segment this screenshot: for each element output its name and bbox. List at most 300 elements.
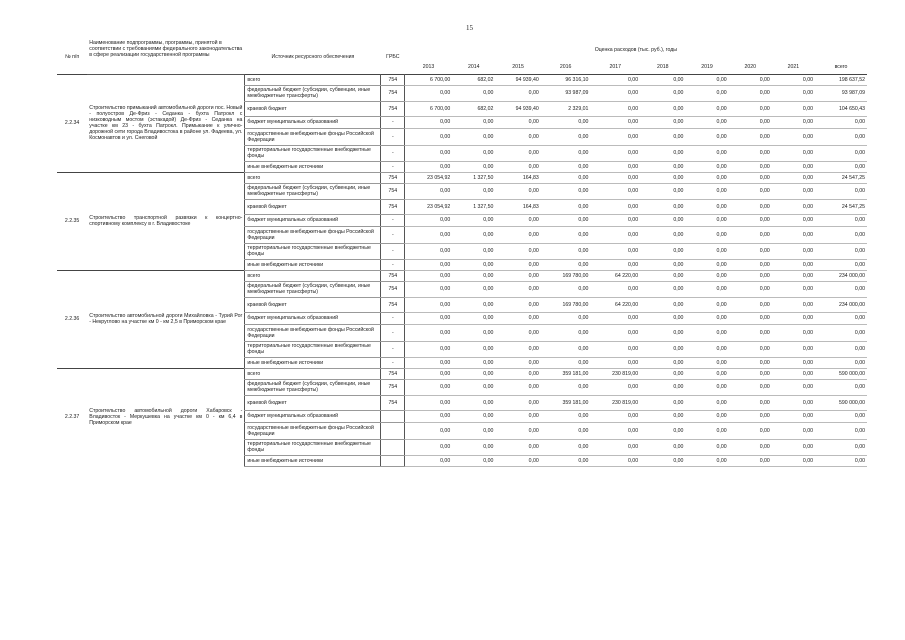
amount-cell: 0,00: [590, 312, 640, 324]
col-estimate-header: Оценка расходов (тыс. руб.), годы: [594, 47, 677, 53]
funding-source: всего: [245, 270, 381, 281]
amount-cell: 0,00: [495, 116, 540, 128]
amount-cell: 0,00: [405, 439, 453, 455]
amount-cell: 0,00: [772, 379, 815, 395]
year-header: 2016: [559, 63, 572, 70]
page-number: 15: [466, 24, 473, 32]
amount-cell: 0,00: [640, 161, 685, 172]
amount-cell: 0,00: [640, 85, 685, 101]
amount-cell: 0,00: [815, 259, 867, 270]
budget-table: [57, 40, 867, 467]
amount-cell: 164,83: [495, 172, 540, 183]
amount-cell: 0,00: [729, 410, 772, 422]
amount-cell: 0,00: [815, 183, 867, 199]
amount-cell: 590 000,00: [815, 395, 867, 410]
amount-cell: 0,00: [772, 297, 815, 312]
funding-source: всего: [245, 74, 381, 85]
grbs-code: -: [381, 161, 405, 172]
amount-cell: 0,00: [815, 422, 867, 439]
grbs-code: 754: [381, 368, 405, 379]
amount-cell: 0,00: [685, 368, 728, 379]
amount-cell: 0,00: [772, 357, 815, 368]
amount-cell: 0,00: [495, 243, 540, 259]
amount-cell: 0,00: [405, 357, 453, 368]
amount-cell: 0,00: [815, 226, 867, 243]
grbs-code: -: [381, 312, 405, 324]
amount-cell: 0,00: [495, 410, 540, 422]
amount-cell: 0,00: [685, 270, 728, 281]
amount-cell: 0,00: [590, 128, 640, 145]
amount-cell: 0,00: [452, 161, 495, 172]
funding-source: всего: [245, 172, 381, 183]
amount-cell: 0,00: [815, 324, 867, 341]
amount-cell: 0,00: [495, 85, 540, 101]
amount-cell: 0,00: [452, 183, 495, 199]
amount-cell: 0,00: [685, 455, 728, 466]
amount-cell: 0,00: [815, 357, 867, 368]
amount-cell: 0,00: [640, 214, 685, 226]
amount-cell: 0,00: [541, 226, 591, 243]
amount-cell: 0,00: [541, 357, 591, 368]
col-grbs-header: ГРБС: [386, 53, 400, 60]
amount-cell: 0,00: [452, 297, 495, 312]
amount-cell: 0,00: [452, 85, 495, 101]
amount-cell: 0,00: [640, 145, 685, 161]
funding-source: краевой бюджет: [245, 101, 381, 116]
amount-cell: 0,00: [541, 455, 591, 466]
amount-cell: 0,00: [452, 324, 495, 341]
amount-cell: 0,00: [495, 455, 540, 466]
amount-cell: 0,00: [541, 312, 591, 324]
amount-cell: 0,00: [405, 395, 453, 410]
amount-cell: 0,00: [815, 312, 867, 324]
amount-cell: 0,00: [541, 183, 591, 199]
amount-cell: 0,00: [405, 145, 453, 161]
year-header: 2019: [701, 63, 713, 70]
amount-cell: 0,00: [640, 281, 685, 297]
amount-cell: 0,00: [590, 324, 640, 341]
amount-cell: 0,00: [729, 270, 772, 281]
amount-cell: 0,00: [729, 172, 772, 183]
amount-cell: 0,00: [772, 214, 815, 226]
amount-cell: 0,00: [729, 395, 772, 410]
amount-cell: 0,00: [772, 183, 815, 199]
amount-cell: 0,00: [590, 116, 640, 128]
amount-cell: 0,00: [640, 379, 685, 395]
amount-cell: 0,00: [405, 116, 453, 128]
amount-cell: 0,00: [640, 128, 685, 145]
year-header: 2021: [787, 63, 800, 70]
item-name: Строительство примыканий автомобильной дороги пос. Новый - полуостров Де-Фриз - Седанка - бухта Патрокл с низководным мостом (эстакадой) Де-Фриз - Седанка на участке км 23 - бухта Патрокл. Примыкание к улично-дорожной сети города Владивостока в районе ул. Фадеева, ул. Космонавтов и ул. Снеговой: [87, 74, 245, 172]
amount-cell: 0,00: [772, 74, 815, 85]
grbs-code: -: [381, 116, 405, 128]
funding-source: иные внебюджетные источники: [245, 161, 381, 172]
amount-cell: 0,00: [405, 214, 453, 226]
amount-cell: 0,00: [685, 357, 728, 368]
amount-cell: 0,00: [729, 85, 772, 101]
amount-cell: 0,00: [815, 214, 867, 226]
amount-cell: 0,00: [815, 243, 867, 259]
amount-cell: 0,00: [729, 324, 772, 341]
grbs-code: 754: [381, 297, 405, 312]
amount-cell: 0,00: [685, 281, 728, 297]
grbs-code: -: [381, 128, 405, 145]
year-header: 2017: [609, 63, 622, 70]
amount-cell: 0,00: [729, 312, 772, 324]
amount-cell: 0,00: [729, 439, 772, 455]
amount-cell: 0,00: [405, 379, 453, 395]
amount-cell: 0,00: [729, 422, 772, 439]
amount-cell: 6 700,00: [405, 101, 453, 116]
amount-cell: 0,00: [772, 145, 815, 161]
amount-cell: 0,00: [452, 312, 495, 324]
amount-cell: 0,00: [772, 422, 815, 439]
amount-cell: 0,00: [452, 259, 495, 270]
funding-source: краевой бюджет: [245, 199, 381, 214]
amount-cell: 0,00: [495, 161, 540, 172]
amount-cell: 0,00: [772, 128, 815, 145]
amount-cell: 0,00: [729, 128, 772, 145]
amount-cell: 0,00: [590, 281, 640, 297]
amount-cell: 0,00: [541, 422, 591, 439]
grbs-code: [381, 439, 405, 455]
item-code: 2.2.36: [57, 270, 87, 368]
amount-cell: 0,00: [729, 455, 772, 466]
amount-cell: 0,00: [815, 379, 867, 395]
amount-cell: 0,00: [495, 368, 540, 379]
amount-cell: 0,00: [541, 214, 591, 226]
amount-cell: 0,00: [452, 145, 495, 161]
amount-cell: 0,00: [590, 243, 640, 259]
amount-cell: 0,00: [590, 199, 640, 214]
amount-cell: 0,00: [729, 161, 772, 172]
amount-cell: 94 939,40: [495, 101, 540, 116]
grbs-code: -: [381, 324, 405, 341]
funding-source: государственные внебюджетные фонды Российской Федерации: [245, 128, 381, 145]
amount-cell: 0,00: [640, 74, 685, 85]
funding-source: федеральный бюджет (субсидии, субвенции, иные межбюджетные трансферты): [245, 85, 381, 101]
amount-cell: 0,00: [405, 226, 453, 243]
amount-cell: 0,00: [495, 259, 540, 270]
amount-cell: 0,00: [685, 101, 728, 116]
amount-cell: 0,00: [729, 199, 772, 214]
amount-cell: 0,00: [815, 455, 867, 466]
amount-cell: 23 054,92: [405, 199, 453, 214]
amount-cell: 104 650,43: [815, 101, 867, 116]
amount-cell: 0,00: [729, 101, 772, 116]
amount-cell: 0,00: [405, 128, 453, 145]
item-code: 2.2.35: [57, 172, 87, 270]
amount-cell: 0,00: [729, 259, 772, 270]
amount-cell: 64 220,00: [590, 297, 640, 312]
amount-cell: 0,00: [729, 243, 772, 259]
table-row: [57, 74, 867, 85]
amount-cell: 0,00: [541, 145, 591, 161]
amount-cell: 0,00: [815, 116, 867, 128]
amount-cell: 0,00: [729, 297, 772, 312]
amount-cell: 0,00: [590, 422, 640, 439]
amount-cell: 0,00: [815, 161, 867, 172]
item-name: Строительство автомобильной дороги Хабаровск - Владивосток - Меркушевка на участке км 0 - км 6,4 в Приморском крае: [87, 368, 245, 466]
amount-cell: 0,00: [729, 368, 772, 379]
amount-cell: 0,00: [495, 379, 540, 395]
amount-cell: 0,00: [405, 270, 453, 281]
amount-cell: 0,00: [590, 226, 640, 243]
amount-cell: 0,00: [685, 297, 728, 312]
amount-cell: 0,00: [772, 455, 815, 466]
amount-cell: 0,00: [452, 281, 495, 297]
amount-cell: 0,00: [640, 410, 685, 422]
amount-cell: 0,00: [452, 226, 495, 243]
amount-cell: 0,00: [541, 341, 591, 357]
amount-cell: 0,00: [495, 297, 540, 312]
amount-cell: 0,00: [729, 357, 772, 368]
amount-cell: 0,00: [541, 281, 591, 297]
amount-cell: 0,00: [772, 199, 815, 214]
amount-cell: 93 987,09: [815, 85, 867, 101]
amount-cell: 0,00: [772, 172, 815, 183]
funding-source: федеральный бюджет (субсидии, субвенции, иные межбюджетные трансферты): [245, 281, 381, 297]
amount-cell: 0,00: [640, 270, 685, 281]
amount-cell: 0,00: [452, 270, 495, 281]
grbs-code: 754: [381, 281, 405, 297]
amount-cell: 24 547,25: [815, 199, 867, 214]
amount-cell: 0,00: [685, 422, 728, 439]
table-row: [57, 172, 867, 183]
amount-cell: 0,00: [590, 101, 640, 116]
amount-cell: 0,00: [640, 183, 685, 199]
amount-cell: 0,00: [772, 116, 815, 128]
amount-cell: 0,00: [590, 145, 640, 161]
amount-cell: 0,00: [772, 101, 815, 116]
amount-cell: 0,00: [590, 161, 640, 172]
amount-cell: 0,00: [495, 226, 540, 243]
funding-source: территориальные государственные внебюджетные фонды: [245, 243, 381, 259]
amount-cell: 230 819,00: [590, 368, 640, 379]
funding-source: государственные внебюджетные фонды Российской Федерации: [245, 324, 381, 341]
funding-source: иные внебюджетные источники: [245, 259, 381, 270]
amount-cell: 0,00: [452, 116, 495, 128]
amount-cell: 0,00: [590, 85, 640, 101]
funding-source: краевой бюджет: [245, 297, 381, 312]
amount-cell: 0,00: [772, 368, 815, 379]
amount-cell: 0,00: [772, 226, 815, 243]
amount-cell: 0,00: [495, 422, 540, 439]
col-number-header: № п/п: [65, 53, 80, 60]
table-row: [57, 270, 867, 281]
item-code: 2.2.34: [57, 74, 87, 172]
funding-source: федеральный бюджет (субсидии, субвенции, иные межбюджетные трансферты): [245, 183, 381, 199]
amount-cell: 590 000,00: [815, 368, 867, 379]
amount-cell: 164,83: [495, 199, 540, 214]
amount-cell: 0,00: [495, 357, 540, 368]
amount-cell: 93 987,09: [541, 85, 591, 101]
amount-cell: 0,00: [541, 439, 591, 455]
amount-cell: 0,00: [685, 439, 728, 455]
year-header: 2013: [422, 63, 435, 70]
amount-cell: 0,00: [685, 145, 728, 161]
amount-cell: 0,00: [541, 243, 591, 259]
amount-cell: 0,00: [685, 395, 728, 410]
amount-cell: 0,00: [729, 281, 772, 297]
amount-cell: 0,00: [405, 324, 453, 341]
amount-cell: 0,00: [772, 161, 815, 172]
amount-cell: 0,00: [495, 324, 540, 341]
funding-source: иные внебюджетные источники: [245, 455, 381, 466]
amount-cell: 0,00: [640, 395, 685, 410]
amount-cell: 0,00: [772, 395, 815, 410]
amount-cell: 0,00: [640, 297, 685, 312]
amount-cell: 0,00: [495, 341, 540, 357]
amount-cell: 0,00: [685, 85, 728, 101]
amount-cell: 0,00: [452, 357, 495, 368]
funding-source: иные внебюджетные источники: [245, 357, 381, 368]
amount-cell: 0,00: [685, 324, 728, 341]
amount-cell: 0,00: [405, 183, 453, 199]
amount-cell: 0,00: [815, 410, 867, 422]
amount-cell: 0,00: [685, 161, 728, 172]
amount-cell: 0,00: [685, 74, 728, 85]
amount-cell: 0,00: [729, 74, 772, 85]
col-source-header: Источник ресурсного обеспечения: [271, 53, 355, 60]
amount-cell: 0,00: [405, 85, 453, 101]
amount-cell: 0,00: [640, 199, 685, 214]
amount-cell: 0,00: [685, 183, 728, 199]
year-header: 2015: [512, 63, 524, 70]
amount-cell: 0,00: [772, 270, 815, 281]
amount-cell: 0,00: [590, 379, 640, 395]
year-header: всего: [834, 63, 848, 70]
amount-cell: 1 327,50: [452, 199, 495, 214]
amount-cell: 0,00: [452, 439, 495, 455]
grbs-code: 754: [381, 85, 405, 101]
amount-cell: 0,00: [815, 281, 867, 297]
amount-cell: 0,00: [452, 379, 495, 395]
amount-cell: 682,02: [452, 74, 495, 85]
amount-cell: 0,00: [541, 161, 591, 172]
funding-source: государственные внебюджетные фонды Российской Федерации: [245, 422, 381, 439]
amount-cell: 0,00: [640, 324, 685, 341]
amount-cell: 0,00: [541, 259, 591, 270]
amount-cell: 0,00: [772, 259, 815, 270]
amount-cell: 0,00: [452, 341, 495, 357]
amount-cell: 1 327,50: [452, 172, 495, 183]
amount-cell: 0,00: [541, 172, 591, 183]
amount-cell: 0,00: [772, 281, 815, 297]
amount-cell: 169 780,00: [541, 270, 591, 281]
amount-cell: 0,00: [685, 341, 728, 357]
amount-cell: 0,00: [772, 410, 815, 422]
amount-cell: 0,00: [640, 243, 685, 259]
amount-cell: 0,00: [405, 422, 453, 439]
amount-cell: 682,02: [452, 101, 495, 116]
amount-cell: 0,00: [495, 395, 540, 410]
grbs-code: 754: [381, 74, 405, 85]
amount-cell: 0,00: [495, 183, 540, 199]
grbs-code: -: [381, 341, 405, 357]
year-header: 2014: [468, 63, 480, 70]
amount-cell: 359 181,00: [541, 395, 591, 410]
amount-cell: 0,00: [452, 455, 495, 466]
funding-source: территориальные государственные внебюджетные фонды: [245, 145, 381, 161]
amount-cell: 0,00: [452, 422, 495, 439]
amount-cell: 6 700,00: [405, 74, 453, 85]
grbs-code: [381, 410, 405, 422]
amount-cell: 198 637,52: [815, 74, 867, 85]
amount-cell: 0,00: [405, 281, 453, 297]
amount-cell: 0,00: [495, 439, 540, 455]
amount-cell: 0,00: [590, 74, 640, 85]
amount-cell: 0,00: [640, 259, 685, 270]
funding-source: территориальные государственные внебюджетные фонды: [245, 341, 381, 357]
amount-cell: 0,00: [815, 145, 867, 161]
funding-source: бюджет муниципальных образований: [245, 312, 381, 324]
funding-source: бюджет муниципальных образований: [245, 410, 381, 422]
amount-cell: 0,00: [640, 357, 685, 368]
amount-cell: 0,00: [405, 297, 453, 312]
amount-cell: 0,00: [541, 379, 591, 395]
funding-source: краевой бюджет: [245, 395, 381, 410]
amount-cell: 0,00: [685, 128, 728, 145]
grbs-code: [381, 422, 405, 439]
amount-cell: 0,00: [640, 368, 685, 379]
amount-cell: 0,00: [772, 312, 815, 324]
grbs-code: -: [381, 357, 405, 368]
amount-cell: 0,00: [452, 395, 495, 410]
amount-cell: 0,00: [495, 281, 540, 297]
amount-cell: 24 547,25: [815, 172, 867, 183]
amount-cell: 0,00: [640, 341, 685, 357]
amount-cell: 94 939,40: [495, 74, 540, 85]
amount-cell: 234 000,00: [815, 297, 867, 312]
table-row: [57, 368, 867, 379]
amount-cell: 2 329,01: [541, 101, 591, 116]
grbs-code: 754: [381, 199, 405, 214]
funding-source: территориальные государственные внебюджетные фонды: [245, 439, 381, 455]
amount-cell: 359 181,00: [541, 368, 591, 379]
amount-cell: 0,00: [640, 422, 685, 439]
grbs-code: 754: [381, 395, 405, 410]
amount-cell: 0,00: [729, 226, 772, 243]
amount-cell: 23 054,92: [405, 172, 453, 183]
amount-cell: 0,00: [405, 243, 453, 259]
amount-cell: 230 819,00: [590, 395, 640, 410]
item-name: Строительство автомобильной дороги Михайловка - Турий Рог - Некруглово на участке км 0 - км 2,5 в Приморском крае: [87, 270, 245, 368]
amount-cell: 0,00: [452, 368, 495, 379]
amount-cell: 0,00: [729, 379, 772, 395]
amount-cell: 0,00: [405, 410, 453, 422]
amount-cell: 0,00: [541, 199, 591, 214]
amount-cell: 0,00: [685, 199, 728, 214]
amount-cell: 0,00: [590, 259, 640, 270]
amount-cell: 0,00: [590, 357, 640, 368]
amount-cell: 0,00: [685, 226, 728, 243]
funding-source: всего: [245, 368, 381, 379]
amount-cell: 0,00: [815, 341, 867, 357]
amount-cell: 0,00: [495, 312, 540, 324]
amount-cell: 0,00: [405, 455, 453, 466]
grbs-code: 754: [381, 172, 405, 183]
amount-cell: 0,00: [541, 128, 591, 145]
funding-source: федеральный бюджет (субсидии, субвенции, иные межбюджетные трансферты): [245, 379, 381, 395]
amount-cell: 0,00: [685, 410, 728, 422]
grbs-code: -: [381, 243, 405, 259]
amount-cell: 0,00: [685, 243, 728, 259]
amount-cell: 0,00: [685, 116, 728, 128]
amount-cell: 0,00: [772, 341, 815, 357]
grbs-code: -: [381, 214, 405, 226]
amount-cell: 0,00: [685, 214, 728, 226]
